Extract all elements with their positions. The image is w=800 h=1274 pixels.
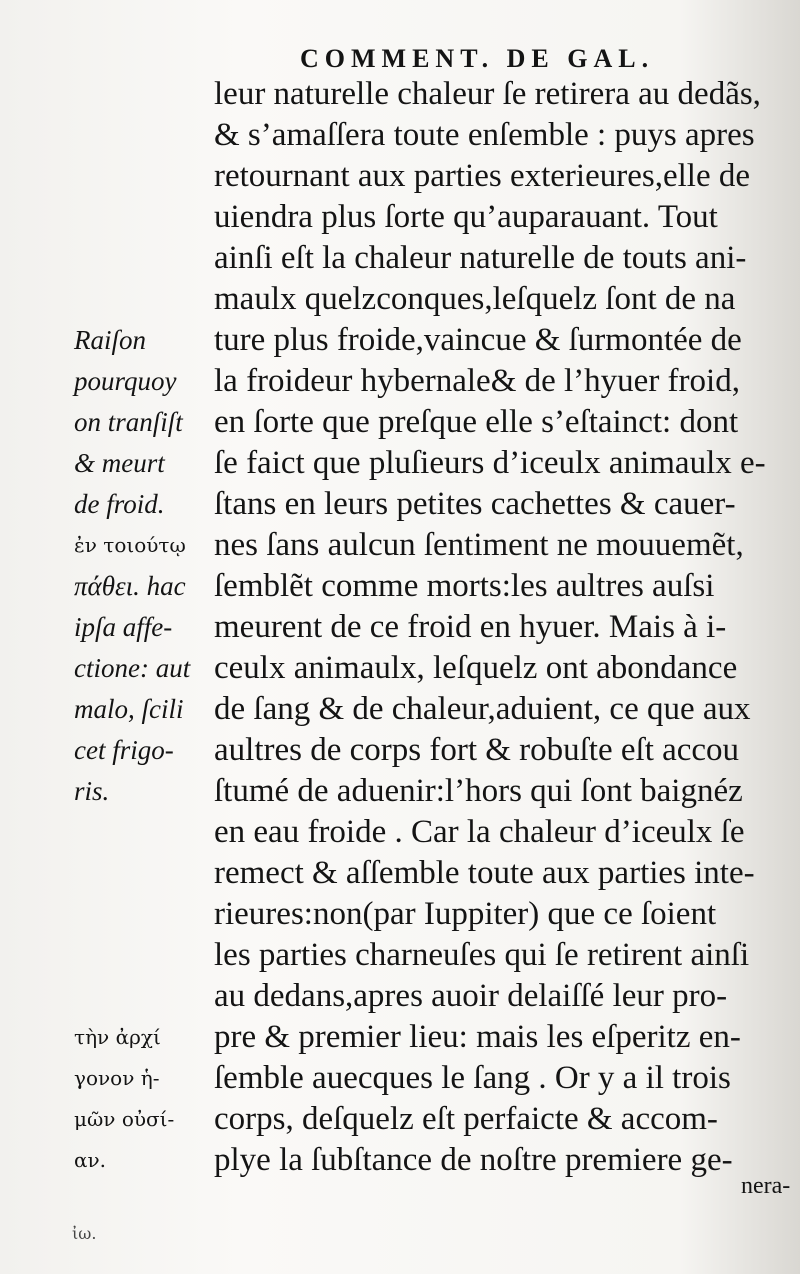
margin-line: αν. [74, 1148, 107, 1172]
margin-line: τὴν ἀρχί [74, 1025, 161, 1049]
margin-line: pourquoy [74, 366, 177, 396]
margin-line: & meurt [74, 448, 165, 478]
catchword: nera- [741, 1173, 791, 1199]
text-line: uiendra plus ſorte qu’auparauant. Tout [214, 199, 718, 235]
text-line: ainſi eſt la chaleur naturelle de touts ani- [214, 240, 747, 276]
text-line: en eau froide . Car la chaleur d’iceulx ſe [214, 814, 745, 850]
margin-line: de froid. [74, 489, 165, 519]
text-line: ture plus froide,vaincue & ſurmontée de [214, 322, 742, 358]
text-line: retournant aux parties exterieures,elle de [214, 158, 750, 194]
text-line: nes ſans aulcun ſentiment ne mouuemẽt, [214, 527, 744, 563]
text-line: ſemble auecques le ſang . Or y a il trois [214, 1060, 731, 1096]
margin-line: ἐν τοιούτῳ [74, 533, 186, 557]
text-line: les parties charneuſes qui ſe retirent ainſi [214, 937, 750, 973]
text-line: rieures:non(par Iuppiter) que ce ſoient [214, 896, 717, 932]
margin-line: ctione: aut [74, 653, 191, 683]
text-line: au dedans,apres auoir delaiſſé leur pro- [214, 978, 728, 1014]
margin-line: Raiſon [74, 325, 146, 355]
text-line: la froideur hybernale& de l’hyuer froid, [214, 363, 740, 399]
text-line: ceulx animaulx, leſquelz ont abondance [214, 650, 738, 686]
text-line: plye la ſubſtance de noſtre premiere ge- [214, 1142, 733, 1178]
text-line: ſtumé de aduenir:l’hors qui ſont baignéz [214, 773, 743, 809]
text-line: meurent de ce froid en hyuer. Mais à i- [214, 609, 727, 645]
running-title: COMMENT. DE GAL. [300, 44, 655, 73]
text-line: ſtans en leurs petites cachettes & cauer- [214, 486, 736, 522]
margin-line: on tranſiſt [74, 407, 183, 437]
text-line: corps, deſquelz eſt perfaicte & accom- [214, 1101, 718, 1137]
text-line: maulx quelzconques,leſquelz ſont de na [214, 281, 736, 317]
margin-line: cet frigo- [74, 735, 174, 765]
margin-line: malo, ſcili [74, 694, 184, 724]
text-line: en ſorte que preſque elle s’eſtainct: dont [214, 404, 739, 440]
text-line: & s’amaſſera toute enſemble : puys apres [214, 117, 755, 153]
text-line: leur naturelle chaleur ſe retirera au dedãs, [214, 76, 761, 112]
text-line: aultres de corps fort & robuſte eſt accou [214, 732, 740, 768]
margin-line: πάθει. hac [74, 571, 186, 601]
margin-line: μῶν οὐσί- [74, 1107, 175, 1131]
bottom-mark: ἰω. [72, 1224, 97, 1243]
text-line: pre & premier lieu: mais les eſperitz en- [214, 1019, 741, 1055]
margin-line: γονον ἡ- [74, 1066, 160, 1090]
margin-line: ipſa affe- [74, 612, 173, 642]
text-line: ſe faict que pluſieurs d’iceulx animaulx e- [214, 445, 766, 481]
margin-line: ris. [74, 776, 110, 806]
text-line: remect & aſſemble toute aux parties inte- [214, 855, 755, 891]
text-line: de ſang & de chaleur,aduient, ce que aux [214, 691, 751, 727]
text-line: ſemblẽt comme morts:les aultres auſsi [214, 568, 715, 604]
